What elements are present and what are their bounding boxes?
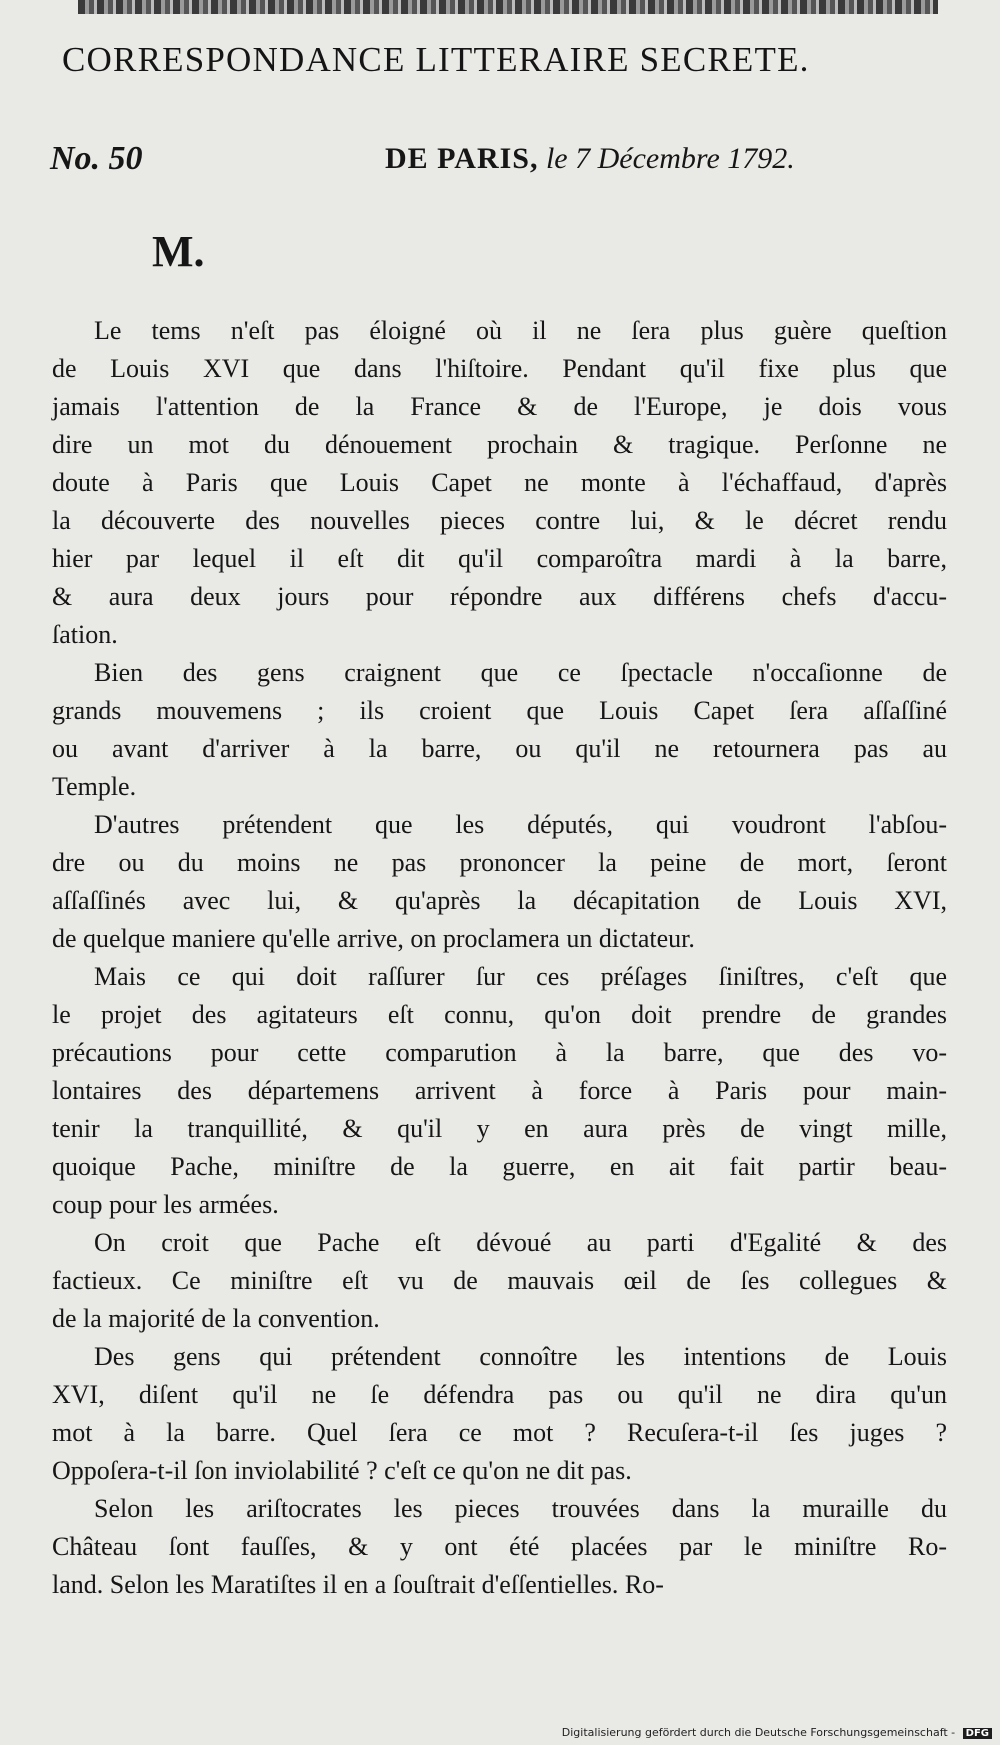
paragraph [52, 958, 947, 1224]
text-line: aſſaſſinés avec lui, & qu'après la décapitation de Louis XVI, [52, 886, 947, 915]
text-line: doute à Paris que Louis Capet ne monte à l'échaffaud, d'après [52, 468, 947, 497]
text-line: dire un mot du dénouement prochain & tragique. Perſonne ne [52, 430, 947, 459]
text-line: factieux. Ce miniſtre eſt vu de mauvais œil de ſes collegues & [52, 1266, 947, 1295]
text-line: XVI, diſent qu'il ne ſe défendra pas ou qu'il ne dira qu'un [52, 1380, 947, 1409]
text-line: de Louis XVI que dans l'hiſtoire. Pendant qu'il fixe plus que [52, 354, 947, 383]
text-line: On croit que Pache eſt dévoué au parti d'Egalité & des [94, 1228, 947, 1257]
page-top-border [78, 0, 938, 14]
paragraph [52, 312, 947, 654]
text-line: & aura deux jours pour répondre aux différens chefs d'accu- [52, 582, 947, 611]
text-line: quoique Pache, miniſtre de la guerre, en ait fait partir beau- [52, 1152, 947, 1181]
text-line: Oppoſera-t-il ſon inviolabilité ? c'eſt ce qu'on ne dit pas. [52, 1456, 632, 1485]
issue-line [50, 140, 940, 180]
text-line: ou avant d'arriver à la barre, ou qu'il ne retournera pas au [52, 734, 947, 763]
text-line: ſation. [52, 620, 118, 649]
text-line: le projet des agitateurs eſt connu, qu'on doit prendre de grandes [52, 1000, 947, 1029]
text-line: jamais l'attention de la France & de l'Europe, je dois vous [52, 392, 947, 421]
salutation: M. [152, 227, 205, 276]
text-line: Selon les ariſtocrates les pieces trouvées dans la muraille du [94, 1494, 947, 1523]
text-line: Mais ce qui doit raſſurer ſur ces préſages ſiniſtres, c'eſt que [94, 962, 947, 991]
dateline-place: DE PARIS, [385, 142, 539, 175]
text-line: hier par lequel il eſt dit qu'il comparoîtra mardi à la barre, [52, 544, 947, 573]
journal-title: CORRESPONDANCE LITTERAIRE SECRETE. [62, 40, 810, 79]
text-line: tenir la tranquillité, & qu'il y en aura près de vingt mille, [52, 1114, 947, 1143]
digitization-credit [562, 1726, 992, 1739]
text-line: précautions pour cette comparution à la barre, que des vo- [52, 1038, 947, 1067]
text-line: dre ou du moins ne pas prononcer la peine de mort, ſeront [52, 848, 947, 877]
text-line: Bien des gens craignent que ce ſpectacle n'occaſionne de [94, 658, 947, 687]
dfg-logo: DFG [963, 1728, 992, 1739]
paragraph [52, 806, 947, 958]
paragraph [52, 1490, 947, 1604]
footer-text: Digitalisierung gefördert durch die Deutsche Forschungsgemeinschaft - [561, 1726, 956, 1739]
text-line: la découverte des nouvelles pieces contre lui, & le décret rendu [52, 506, 947, 535]
text-line: de la majorité de la convention. [52, 1304, 380, 1333]
letter-body [52, 312, 947, 1604]
text-line: grands mouvemens ; ils croient que Louis Capet ſera aſſaſſiné [52, 696, 947, 725]
text-line: D'autres prétendent que les députés, qui voudront l'abſou- [94, 810, 947, 839]
paragraph [52, 1338, 947, 1490]
issue-number: No. 50 [50, 140, 143, 177]
paragraph [52, 1224, 947, 1338]
text-line: coup pour les armées. [52, 1190, 279, 1219]
text-line: land. Selon les Maratiſtes il en a ſouſtrait d'eſſentielles. Ro- [52, 1570, 664, 1599]
text-line: mot à la barre. Quel ſera ce mot ? Recuſera-t-il ſes juges ? [52, 1418, 947, 1447]
text-line: lontaires des départemens arrivent à force à Paris pour main- [52, 1076, 947, 1105]
dateline-date: le 7 Décembre 1792. [545, 142, 795, 175]
text-line: Le tems n'eſt pas éloigné où il ne ſera plus guère queſtion [94, 316, 947, 345]
dateline [385, 142, 795, 176]
text-line: Château ſont fauſſes, & y ont été placées par le miniſtre Ro- [52, 1532, 947, 1561]
text-line: Temple. [52, 772, 137, 801]
text-line: Des gens qui prétendent connoître les intentions de Louis [94, 1342, 947, 1371]
paragraph [52, 654, 947, 806]
text-line: de quelque maniere qu'elle arrive, on proclamera un dictateur. [52, 924, 695, 953]
